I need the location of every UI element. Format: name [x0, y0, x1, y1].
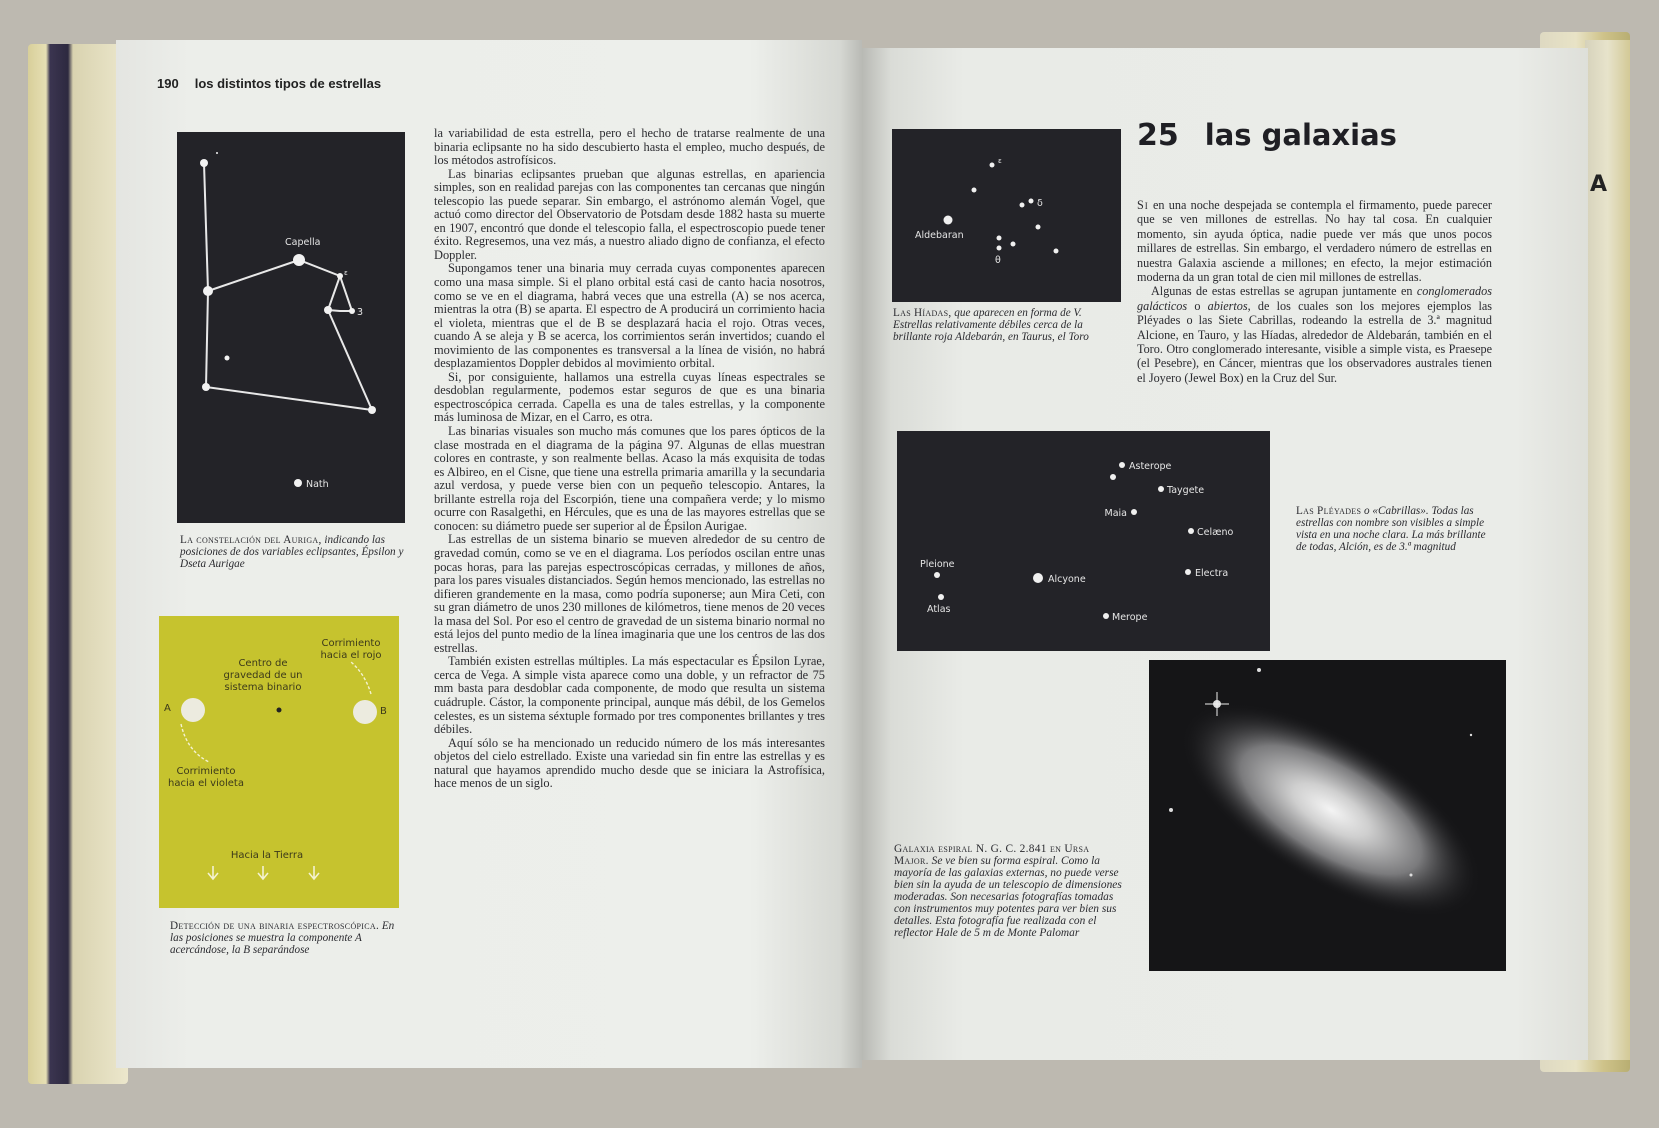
emphasis: abiertos: [1207, 298, 1248, 313]
running-head-title: los distintos tipos de estrellas: [194, 76, 382, 91]
down-arrow-icons: [208, 866, 319, 879]
label-violet-shift-2: hacia el violeta: [168, 778, 244, 789]
galaxy-photo: [1149, 660, 1506, 971]
caption-title: La constelación del Auriga,: [180, 534, 322, 546]
paragraph: Supongamos tener una binaria muy cerrada cuyas componentes aparecen como una masa simple. Si el plano orbital está casi de canto hacia nosotros, como se ve en el diagrama, habrá veces que una estrella (A) se nos acerca, mientras la otra (B) se aparta. El espectro de A producirá un corrimiento hacia el violeta, mientras que el de B se desplazará hacia el rojo. Otras veces, cuando A se aleja y B se acerca, los corrimientos serán invertidos; cuando el movimiento de las componentes es transversal a la línea de visión, no habrá desplazamientos Doppler debidos al movimiento orbital.: [434, 261, 825, 371]
label-alcyone: Alcyone: [1048, 574, 1086, 585]
next-page-letter: A: [1590, 172, 1608, 197]
center-of-gravity-dot: [277, 708, 282, 713]
paragraph-text: , de los cuales son los mejores ejemplos las Pléyades o las Siete Cabrillas, rodeando la estrella de 3.ª magnitud Alcione, en Tauro, y las Híadas, alrededor de Aldebarán, también en el Toro. Otro conglomerado interesante, visible a simple vista, es Praesepe (el Pesebre), en Cáncer, mientras que los observadores australes tienen el Joyero (Jewel Box) en la Cruz del Sur.: [1137, 298, 1492, 385]
label-zeta: 3: [357, 307, 364, 318]
paragraph: [1137, 198, 1492, 284]
label-delta: δ: [1037, 198, 1043, 209]
chapter-title: [1137, 118, 1397, 153]
caption-title: Las Pléyades: [1296, 505, 1362, 517]
auriga-constellation-chart: [177, 132, 405, 523]
label-center-1: Centro de: [238, 658, 288, 669]
chapter-title-text: las galaxias: [1204, 118, 1397, 152]
caption-text: En las posiciones se muestra la componente A acercándose, la B separándose: [170, 920, 395, 956]
label-celaeno: Celæno: [1197, 527, 1234, 538]
label-b: B: [380, 706, 387, 717]
star-b: [353, 700, 377, 724]
paragraph: [1137, 284, 1492, 385]
label-a: A: [164, 703, 171, 714]
spiral-galaxy-image: [1149, 660, 1506, 971]
label-electra: Electra: [1195, 568, 1229, 579]
galaxy-caption: [894, 843, 1122, 939]
running-head: [157, 76, 397, 91]
capella-star: [293, 254, 305, 266]
label-maia: Maia: [1104, 508, 1127, 519]
paragraph-text: en una noche despejada se contempla el firmamento, puede parecer que se ven millones de estrellas. No hay tal cosa. En cualquier momento, sin ayuda óptica, nadie puede ver más que unos pocos millares de estrellas. Sin embargo, el verdadero número de estrellas en nuestra Galaxia asciende a millones; en efecto, la mejor estimación moderna da un gran total de cien mil millones de estrellas.: [1137, 198, 1492, 285]
label-red-shift-1: Corrimiento: [321, 638, 381, 649]
label-earth: Hacia la Tierra: [230, 850, 304, 861]
emphasis: conglomerados galácticos: [1137, 284, 1492, 313]
label-atlas: Atlas: [927, 604, 951, 615]
label-aldebaran: Aldebaran: [915, 230, 964, 241]
paragraph: la variabilidad de esta estrella, pero el hecho de tratarse realmente de una binaria eclipsante no ha sido descubierto hasta el empleo, mucho después, de los métodos astrofísicos.: [434, 126, 825, 168]
label-theta: θ: [995, 255, 1001, 266]
label-merope: Merope: [1112, 612, 1148, 623]
alcyone-star: [1033, 573, 1043, 583]
label-center-2: gravedad de un: [223, 670, 303, 681]
caption-text: Se ve bien su forma espiral. Como la mayoría de las galaxias externas, no puede verse bien sin la ayuda de un telescopio de dimensiones moderadas. Son necesarias fotografías tomadas con instrumentos muy potentes para ver bien sus detalles. Esta fotografía fue realizada con el reflector Hale de 5 m de Monte Palomar: [894, 855, 1122, 939]
paragraph: También existen estrellas múltiples. La más espectacular es Épsilon Lyrae, cerca de Vega. A simple vista aparece como una doble, y un refractor de 75 mm basta para desdoblar cada componente, de modo que resulta un sistema cuádruple. Cástor, la componente principal, aunque más débil, de los Gemelos celestes, es un sistema séxtuple formado por tres componentes brillantes y tres débiles.: [434, 654, 825, 737]
caption-title: Las Híadas,: [893, 307, 952, 319]
label-center-3: sistema binario: [224, 682, 302, 693]
chapter-number: 25: [1137, 118, 1179, 153]
label-nath: Nath: [306, 479, 329, 490]
auriga-caption: [180, 534, 404, 570]
right-body-text: [1137, 198, 1492, 385]
book-cover-left: [28, 44, 128, 1084]
aldebaran-star: [944, 216, 953, 225]
pleiades-caption: [1296, 505, 1496, 553]
label-pleione: Pleione: [920, 559, 955, 570]
paragraph: Las binarias eclipsantes prueban que algunas estrellas, en apariencia simples, son en realidad parejas con las componentes tan cercanas que ningún telescopio las puede separar. Sin embargo, el astrónomo alemán Vogel, que actuó como director del Observatorio de Potsdam desde 1882 hasta su muerte en 1907, encontró que donde el telescopio falla, el espectroscopio puede tener éxito. Regresemos, una vez más, a nuestro aliado digno de confianza, el efecto Doppler.: [434, 166, 825, 262]
star-a: [181, 698, 205, 722]
caption-title: Detección de una binaria espectroscópica.: [170, 920, 380, 932]
pleiades-chart: [897, 431, 1270, 651]
hyades-figure: [892, 129, 1121, 302]
hyades-caption: [893, 307, 1119, 343]
binary-diagram: [159, 616, 399, 908]
caption-text: que aparecen en forma de V. Estrellas relativamente débiles cerca de la brillante roja Aldebarán, en Taurus, el Toro: [893, 307, 1089, 343]
svg-text:Centro degravedad de unsistema: [223, 658, 302, 693]
left-body-text: [434, 127, 825, 791]
drop-cap: Si: [1137, 198, 1149, 212]
paragraph: Si, por consiguiente, hallamos una estrella cuyas líneas espectrales se desdoblan regularmente, podemos estar seguros de que es una binaria espectroscópica cerrada. Capella es una de tales estrellas, y la componente más luminosa de Mizar, en el Carro, es otra.: [434, 369, 825, 425]
binary-system-diagram: [159, 616, 399, 908]
caption-text: o «Cabrillas». Todas las estrellas con nombre son visibles a simple vista en una noche clara. La más brillante de todas, Alción, es de 3.ª magnitud: [1296, 505, 1486, 553]
label-asterope: Asterope: [1129, 461, 1172, 472]
label-epsilon: ε: [998, 157, 1002, 165]
paragraph: Aquí sólo se ha mencionado un reducido número de los más interesantes objetos del cielo estrellado. Existe una variedad sin fin entre las estrellas y es natural que hayamos aprendido mucho desde que se iniciara la Astrofísica, hace menos de un siglo.: [434, 735, 825, 791]
label-taygete: Taygete: [1167, 485, 1205, 496]
label-epsilon: ε: [344, 269, 348, 277]
binary-caption: [170, 920, 396, 956]
paragraph: Las binarias visuales son mucho más comunes que los pares ópticos de la clase mostrada en el diagrama de la página 97. Algunas de ellas muestran colores en contraste, y son realmente bellas. Acaso la más exquisita de todas es Albireo, en el Cisne, que tiene una estrella primaria amarilla y la secundaria azul verdosa, y puede verse bien con un pequeño telescopio. Antares, la brillante estrella roja del Escorpión, tiene una compañera verde; y lo mismo ocurre con Rasalgethi, en Hércules, que es una de las mayores estrellas que se conocen: su diámetro puede ser superior al de Épsilon Aurigae.: [434, 424, 825, 533]
svg-text:Corrimientohacia el violeta: [168, 766, 244, 789]
paragraph-text: o: [1187, 298, 1208, 313]
label-violet-shift-1: Corrimiento: [176, 766, 236, 777]
page-number: 190: [157, 76, 179, 91]
paragraph: Las estrellas de un sistema binario se mueven alrededor de su centro de gravedad común, como se ve en el diagrama. Los períodos oscilan entre unas pocas horas, para las parejas espectroscópicas cerradas, y millones de años, para los pares visuales distanciados. Según hemos mencionado, las estrellas no difieren grandemente en la masa, como podría suponerse; aun Mira Ceti, con su gran diámetro de unos 230 millones de kilómetros, tiene menos de 20 veces la masa del Sol. Por eso el centro de gravedad de un sistema binario normal no está lejos del punto medio de la línea imaginaria que une los centros de las dos estrellas.: [434, 532, 825, 655]
caption-text: indicando las posiciones de dos variables eclipsantes, Épsilon y Dseta Aurigae: [180, 534, 404, 570]
label-capella: Capella: [285, 237, 321, 248]
pleiades-figure: [897, 431, 1270, 651]
label-red-shift-2: hacia el rojo: [320, 650, 382, 661]
auriga-figure: [177, 132, 405, 523]
svg-text:Corrimientohacia el rojo: [320, 638, 381, 661]
caption-title: Galaxia espiral N. G. C. 2.841 en Ursa Major.: [894, 843, 1090, 867]
paragraph-text: Algunas de estas estrellas se agrupan juntamente en: [1151, 284, 1417, 299]
hyades-chart: [892, 129, 1121, 302]
